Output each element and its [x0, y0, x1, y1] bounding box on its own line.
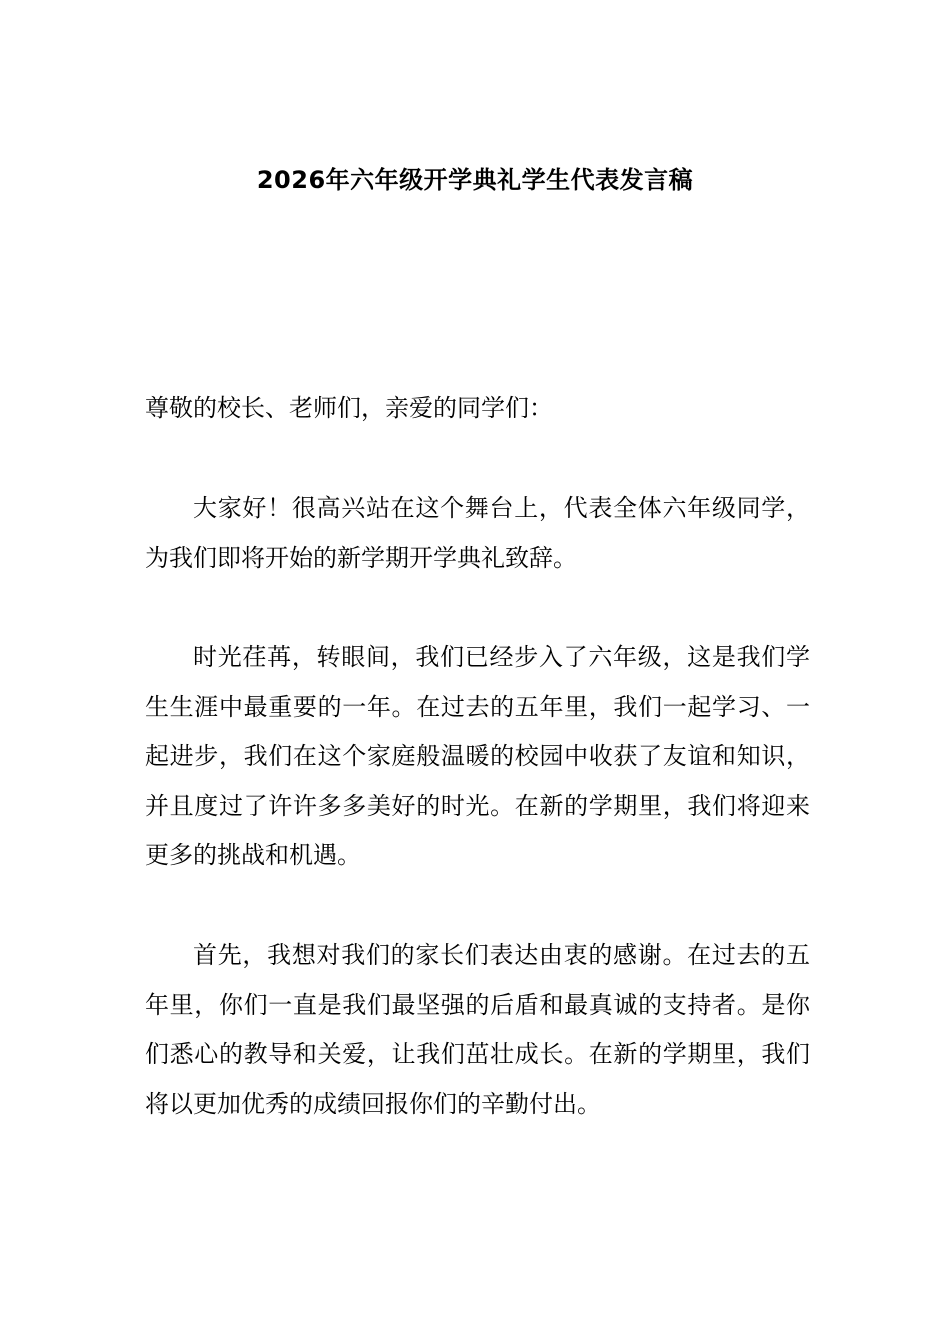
paragraph-thanks-parents: 首先，我想对我们的家长们表达由衷的感谢。在过去的五年里，你们一直是我们最坚强的后盾和最真诚的支持者。是你们悉心的教导和关爱，让我们茁壮成长。在新的学期里，我们将以更加优秀的成绩回报你们的辛勤付出。: [145, 941, 810, 1118]
document-title: 2026年六年级开学典礼学生代表发言稿: [256, 166, 694, 194]
paragraph-reflection: 时光荏苒，转眼间，我们已经步入了六年级，这是我们学生生涯中最重要的一年。在过去的五年里，我们一起学习、一起进步，我们在这个家庭般温暖的校园中收获了友谊和知识，并且度过了许许多多美好的时光。在新的学期里，我们将迎来更多的挑战和机遇。: [145, 643, 810, 869]
salutation: 尊敬的校长、老师们，亲爱的同学们：: [145, 394, 553, 422]
paragraph-greeting: 大家好！很高兴站在这个舞台上，代表全体六年级同学，为我们即将开始的新学期开学典礼致辞。: [145, 494, 810, 572]
